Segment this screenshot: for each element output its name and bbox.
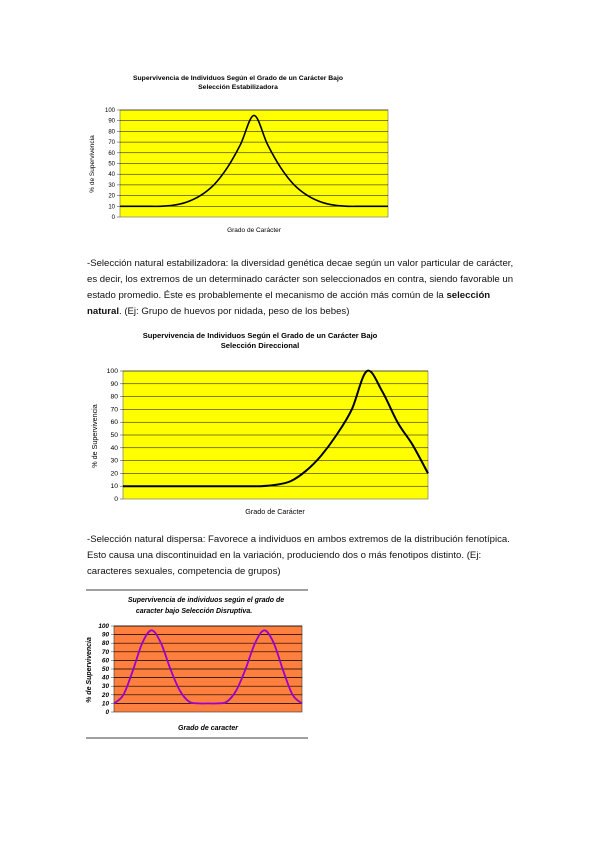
chart-directional-selection	[85, 328, 435, 520]
y-tick-label: 20	[108, 193, 115, 200]
y-tick-label: 60	[110, 419, 118, 427]
y-tick-label: 20	[101, 691, 109, 699]
paragraph-stabilizing	[87, 256, 517, 320]
y-tick-label: 0	[111, 215, 115, 221]
y-tick-label: 50	[110, 432, 118, 439]
y-tick-label: 90	[110, 380, 118, 388]
y-tick-label: 80	[110, 393, 118, 401]
chart-stabilizing-svg	[80, 70, 400, 240]
y-tick-label: 70	[108, 140, 115, 147]
y-tick-label: 60	[101, 657, 109, 665]
y-tick-label: 100	[106, 368, 118, 375]
paragraph-disruptive-text: -Selección natural dispersa: Favorece a individuos en ambos extremos de la distribución fenotípica. Esto causa una discontinuidad en la variación, produciendo dos o más fenotipos distinto. (Ej: caracteres sexuales, competencia de grupos)	[87, 534, 510, 577]
y-tick-label: 20	[110, 470, 118, 478]
y-tick-label: 100	[104, 108, 115, 114]
chart-title-line2: Selección Direccional	[220, 341, 300, 350]
y-tick-label: 10	[108, 204, 115, 211]
chart-title-line1: Supervivencia de Individuos Según el Grado de un Carácter Bajo	[142, 331, 378, 340]
chart-title-line1: Supervivencia de Individuos Según el Grado de un Carácter Bajo	[132, 75, 344, 82]
y-tick-label: 40	[110, 444, 118, 452]
chart-title-line2: caracter bajo Selección Disruptiva.	[135, 608, 253, 615]
chart-disruptive-svg	[82, 586, 314, 742]
y-tick-label: 70	[101, 648, 109, 656]
chart-stabilizing-selection	[80, 70, 400, 240]
bold-term: selección natural	[87, 290, 491, 317]
y-tick-label: 40	[101, 674, 109, 682]
paragraph-disruptive	[87, 532, 517, 580]
y-tick-label: 80	[108, 129, 115, 136]
y-axis-label: % de Supervivencia	[89, 135, 96, 193]
y-tick-label: 10	[110, 483, 118, 491]
y-tick-label: 50	[108, 161, 115, 168]
y-tick-label: 40	[108, 172, 115, 179]
paragraph-stabilizing-text: -Selección natural estabilizadora: la diversidad genética decae según un valor particular de carácter, es decir, los extremos de un determinado carácter son seleccionados en contra, siendo favorable un estado promedio. Éste es probablemente el mecanismo de acción más común de la	[87, 258, 514, 301]
y-tick-label: 0	[105, 709, 109, 716]
y-tick-label: 0	[114, 496, 118, 503]
chart-title-line2: Selección Estabilizadora	[198, 84, 278, 91]
chart-directional-svg	[85, 328, 435, 520]
y-tick-labels	[98, 623, 114, 716]
y-tick-labels	[107, 368, 123, 503]
chart-title-line1: Supervivencia de individuos según el grado de	[127, 597, 285, 604]
x-axis-label: Grado de Carácter	[227, 227, 281, 234]
y-tick-label: 90	[108, 118, 115, 125]
y-tick-label: 50	[101, 666, 109, 673]
y-axis-label: % de Supervivencia	[86, 637, 93, 703]
y-tick-label: 30	[101, 683, 109, 691]
y-tick-label: 70	[110, 406, 118, 414]
y-tick-label: 30	[108, 182, 115, 189]
y-tick-label: 80	[101, 640, 109, 648]
y-tick-label: 90	[101, 631, 109, 639]
y-tick-label: 60	[108, 150, 115, 157]
chart-disruptive-selection	[82, 586, 314, 742]
x-axis-label: Grado de Carácter	[245, 507, 305, 516]
paragraph-stabilizing-tail: . (Ej: Grupo de huevos por nidada, peso de los bebes)	[119, 306, 350, 317]
y-tick-label: 10	[101, 700, 109, 708]
y-tick-label: 30	[110, 457, 118, 465]
x-axis-label: Grado de caracter	[178, 725, 238, 732]
y-axis-label: % de Supervivencia	[90, 404, 99, 468]
y-tick-labels	[105, 108, 120, 221]
y-tick-label: 100	[98, 623, 109, 630]
